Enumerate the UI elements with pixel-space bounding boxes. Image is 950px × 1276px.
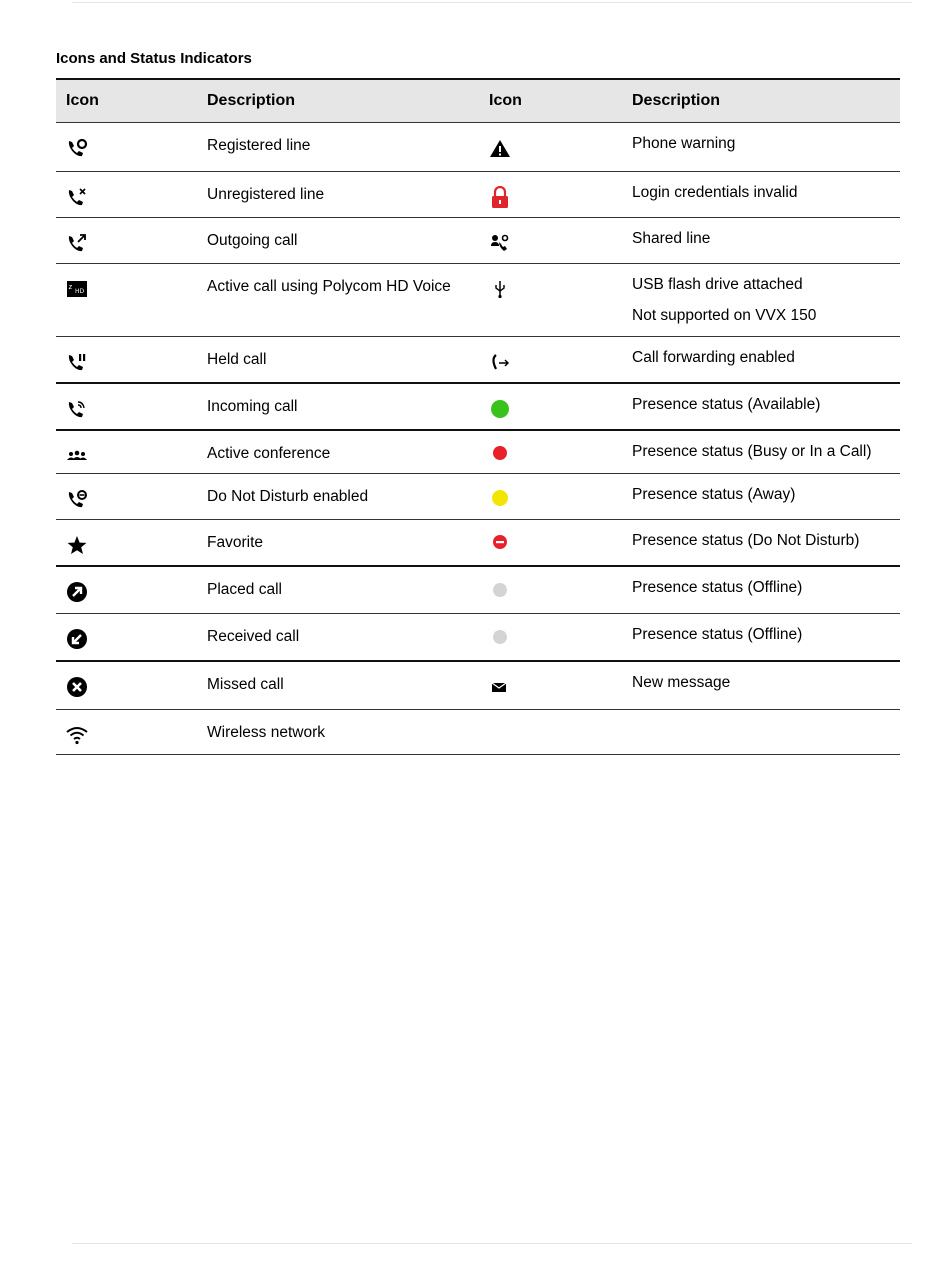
presence-offline-icon xyxy=(489,628,511,650)
icons-status-table xyxy=(56,78,900,755)
header-icon-1: Icon xyxy=(66,91,99,109)
description-cell: Missed call xyxy=(207,676,284,693)
table-row xyxy=(56,519,900,566)
presence-dnd-icon xyxy=(489,534,511,556)
table-row xyxy=(56,661,900,709)
description-note: Not supported on VVX 150 xyxy=(632,306,817,324)
usb-icon xyxy=(489,278,511,300)
table-row xyxy=(56,171,900,217)
section-title: Icons and Status Indicators xyxy=(56,50,252,67)
star-icon xyxy=(66,534,88,556)
hd-voice-icon xyxy=(66,278,88,300)
description-cell: Wireless network xyxy=(207,723,325,741)
description-cell: USB flash drive attached xyxy=(632,275,803,293)
description-cell: Presence status (Available) xyxy=(632,396,821,413)
held-call-icon xyxy=(66,351,88,373)
table-row xyxy=(56,613,900,661)
description-cell: Presence status (Offline) xyxy=(632,579,803,596)
dnd-icon xyxy=(66,488,88,510)
shared-line-icon xyxy=(489,232,511,254)
description-cell: Registered line xyxy=(207,136,311,154)
description-cell: Call forwarding enabled xyxy=(632,348,795,366)
presence-available-icon xyxy=(489,398,511,420)
description-cell: Incoming call xyxy=(207,398,298,415)
description-cell: Presence status (Do Not Disturb) xyxy=(632,531,860,549)
description-cell: Active call using Polycom HD Voice xyxy=(207,277,451,295)
description-cell: Shared line xyxy=(632,229,711,247)
description-cell: Presence status (Away) xyxy=(632,485,796,503)
bottom-rule xyxy=(72,1243,912,1244)
description-cell: Login credentials invalid xyxy=(632,183,798,201)
registered-line-icon xyxy=(66,137,88,159)
description-cell: New message xyxy=(632,674,731,691)
header-description-1: Description xyxy=(207,91,296,109)
description-cell: Held call xyxy=(207,350,267,368)
envelope-icon xyxy=(489,676,511,698)
table-header-row xyxy=(56,79,900,122)
description-cell: Unregistered line xyxy=(207,185,325,203)
unregistered-line-icon xyxy=(66,186,88,208)
description-cell: Active conference xyxy=(207,445,331,462)
top-rule xyxy=(72,2,912,3)
presence-busy-icon xyxy=(489,445,511,467)
svg-text:z: z xyxy=(68,282,73,291)
conference-icon xyxy=(66,445,88,467)
incoming-call-icon xyxy=(66,398,88,420)
placed-call-icon xyxy=(66,581,88,603)
description-cell: Presence status (Busy or In a Call) xyxy=(632,443,872,460)
description-cell: Presence status (Offline) xyxy=(632,625,803,643)
received-call-icon xyxy=(66,628,88,650)
table-row xyxy=(56,430,900,473)
description-cell: Received call xyxy=(207,627,300,645)
presence-away-icon xyxy=(489,488,511,510)
wifi-icon xyxy=(66,724,88,746)
table-row xyxy=(56,217,900,263)
presence-offline-icon xyxy=(489,581,511,603)
lock-icon xyxy=(489,186,511,208)
table-row xyxy=(56,336,900,383)
svg-text:HD: HD xyxy=(75,287,85,295)
description-cell: Placed call xyxy=(207,581,282,598)
header-description-2: Description xyxy=(632,91,721,109)
table-row xyxy=(56,566,900,613)
table-row xyxy=(56,263,900,336)
description-cell: Outgoing call xyxy=(207,231,298,249)
table-row xyxy=(56,383,900,430)
description-cell: Do Not Disturb enabled xyxy=(207,487,369,505)
table-row xyxy=(56,473,900,519)
header-icon-2: Icon xyxy=(489,91,522,109)
table-row xyxy=(56,709,900,754)
warning-icon xyxy=(489,137,511,159)
outgoing-call-icon xyxy=(66,232,88,254)
description-cell: Favorite xyxy=(207,533,263,551)
call-forward-icon xyxy=(489,351,511,373)
table-row xyxy=(56,122,900,171)
missed-call-icon xyxy=(66,676,88,698)
description-cell: Phone warning xyxy=(632,134,736,152)
